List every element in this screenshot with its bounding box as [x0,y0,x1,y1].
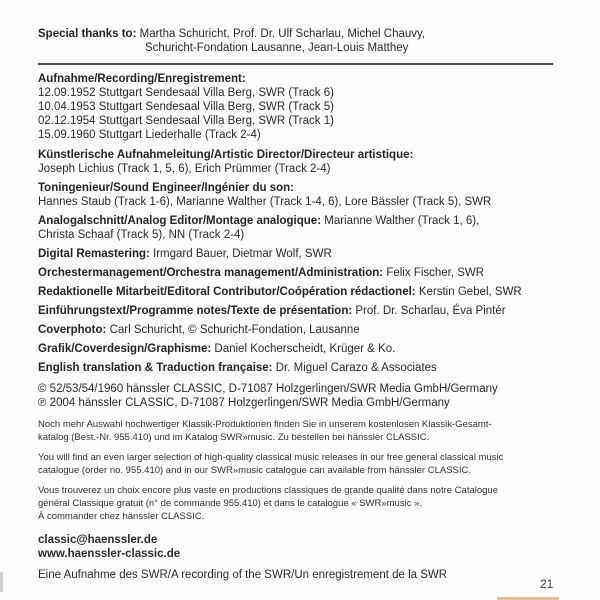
special-thanks-section [38,27,572,55]
translation-names: Dr. Miguel Carazo & Associates [275,362,437,374]
artistic-director-section [38,148,572,176]
recording-label: Aufnahme/Recording/Enregistrement: [38,73,246,85]
catalog-note-german: Noch mehr Auswahl hochwertiger Klassik-Produktionen finden Sie in unserem kostenlosen Klassik-Gesamt- katalog (Best.-Nr. 955.410) und im Katalog SWR»music. Zu bestellen bei hänssler CLASSIC. [38,419,492,443]
scan-artifact-left-edge [0,572,3,592]
special-thanks-label: Special thanks to: [38,28,137,40]
recording-entry: 15.09.1960 Stuttgart Liederhalle (Track 2-4) [38,129,261,141]
special-thanks-names: Martha Schuricht, Prof. Dr. Ulf Scharlau, Michel Chauvy, [139,28,426,40]
copyright-section [38,382,572,410]
special-thanks-line2: Schuricht-Fondation Lausanne, Jean-Louis Matthey [145,42,409,54]
programme-notes-section [38,304,572,318]
digital-remastering-section [38,247,572,261]
phonogram-line: ℗ 2004 hänssler CLASSIC, D-71087 Holzgerlingen/SWR Media GmbH/Germany [38,397,450,409]
editorial-contributor-names: Kerstin Gebel, SWR [418,286,522,298]
catalog-note-english: You will find an even larger selection of high-quality classical music releases in our free general classical music catalogue (order no. 955.410) and in our SWR»music catalogue can available from hänssler CLASSIC. [38,452,504,476]
recording-entry: 02.12.1954 Stuttgart Sendesaal Villa Berg, SWR (Track 1) [38,115,334,127]
catalog-note-french: Vous trouverez un choix encore plus vaste en productions classiques de grande qualité dans notre Catalogue général Classique gratuit (n° de commande 955.410) et dans le catalogue « SWR»music ». À commander chez hänssler CLASSIC. [38,485,498,522]
recording-entry: 12.09.1952 Stuttgart Sendesaal Villa Berg, SWR (Track 6) [38,87,334,99]
programme-notes-label: Einführungstext/Programme notes/Texte de présentation: [38,305,353,317]
translation-label: English translation & Traduction française: [38,362,273,374]
contact-section [38,533,572,561]
analog-editor-names: Marianne Walther (Track 1, 6), [324,215,480,227]
coverphoto-section [38,323,572,337]
digital-remastering-label: Digital Remastering: [38,248,150,260]
digital-remastering-names: Irmgard Bauer, Dietmar Wolf, SWR [153,248,332,260]
orchestra-management-label: Orchestermanagement/Orchestra management/Administration: [38,267,384,279]
analog-editor-label: Analogalschnitt/Analog Editor/Montage analogique: [38,215,322,227]
sound-engineer-names: Hannes Staub (Track 1-6), Marianne Walther (Track 1-4, 6), Lore Bässler (Track 5), SWR [38,196,492,208]
analog-editor-line1 [38,214,572,228]
editorial-contributor-label: Redaktionelle Mitarbeit/Editoral Contributor/Coópération rédactionel: [38,286,416,298]
sound-engineer-label: Toningenieur/Sound Engineer/Ingénier du son: [38,182,294,194]
copyright-line: © 52/53/54/1960 hänssler CLASSIC, D-71087 Holzgerlingen/SWR Media GmbH/Germany [38,383,498,395]
analog-editor-section [38,214,572,242]
recording-section [38,72,572,142]
orchestra-management-names: Felix Fischer, SWR [386,267,485,279]
sound-engineer-section [38,181,572,209]
translation-section [38,361,572,375]
analog-editor-line2: Christa Schaaf (Track 5), NN (Track 2-4) [38,229,245,241]
swr-recording-note: Eine Aufnahme des SWR/A recording of the SWR/Un enregistrement de la SWR [38,569,448,581]
orchestra-management-section [38,266,572,280]
special-thanks-line1 [38,27,572,41]
recording-entry: 10.04.1953 Stuttgart Sendesaal Villa Berg, SWR (Track 5) [38,101,334,113]
artistic-director-label: Künstlerische Aufnahmeleitung/Artistic Director/Directeur artistique: [38,149,414,161]
contact-email: classic@haenssler.de [38,534,158,546]
contact-website: www.haenssler-classic.de [38,548,181,560]
graphics-label: Grafik/Coverdesign/Graphisme: [38,343,212,355]
section-divider-rule [38,63,553,65]
graphics-section [38,342,572,356]
graphics-names: Daniel Kocherscheidt, Krüger & Ko. [214,343,396,355]
editorial-contributor-section [38,285,572,299]
coverphoto-names: Carl Schuricht, © Schuricht-Fondation, Lausanne [109,324,360,336]
programme-notes-names: Prof. Dr. Scharlau, Éva Pintér [355,305,506,317]
artistic-director-names: Joseph Lichius (Track 1, 5, 6), Erich Prümmer (Track 2-4) [38,163,331,175]
coverphoto-label: Coverphoto: [38,324,107,336]
page-number: 21 [540,577,554,591]
